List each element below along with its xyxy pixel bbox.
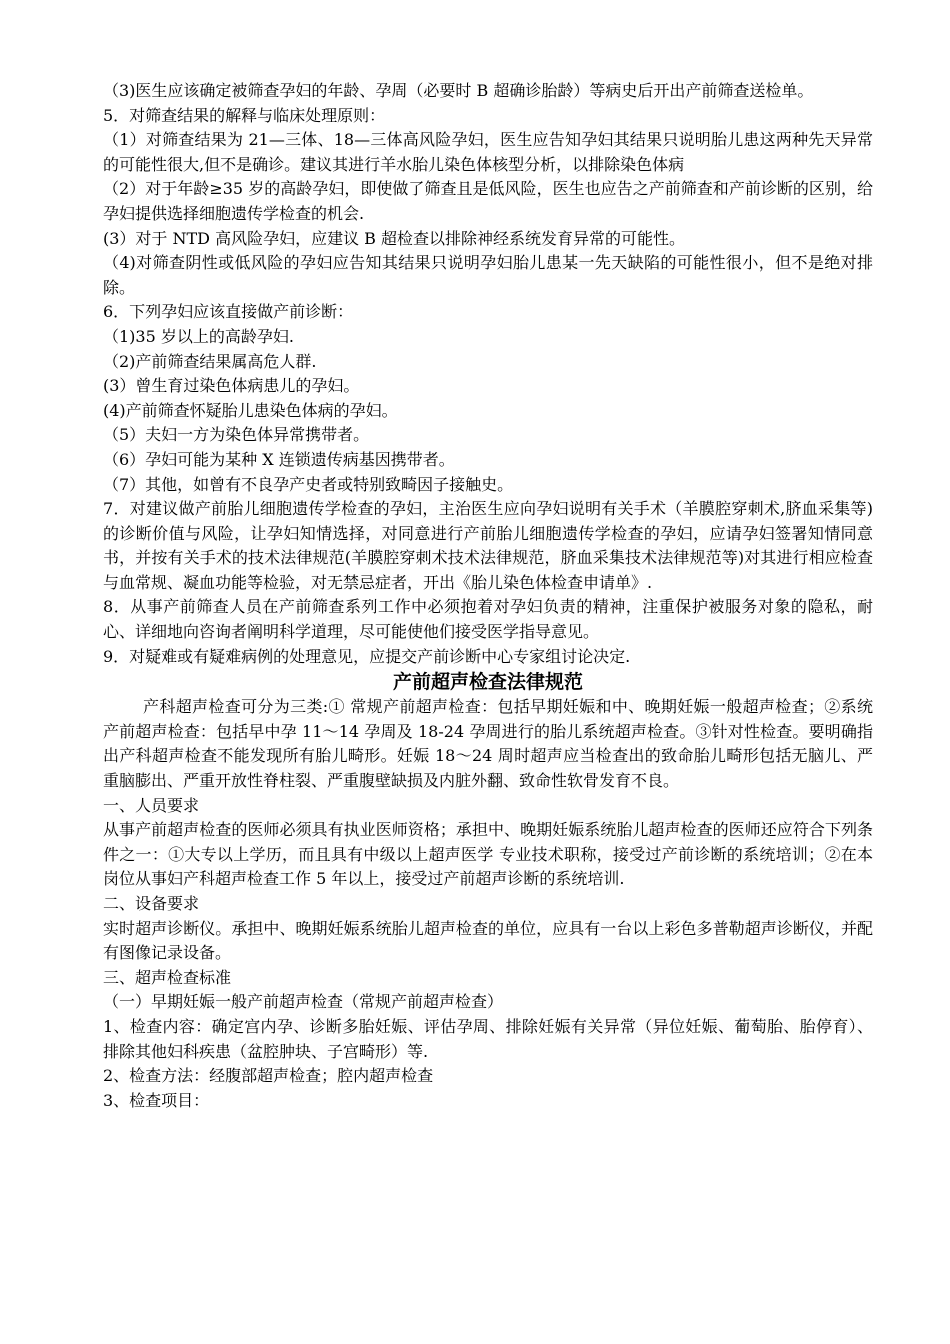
paragraph: (3）对于 NTD 高风险孕妇，应建议 B 超检查以排除神经系统发育异常的可能性。 bbox=[103, 228, 686, 248]
subsection-heading: 二、设备要求 bbox=[103, 894, 200, 913]
paragraph: （4)对筛查阴性或低风险的孕妇应告知其结果只说明孕妇胎儿患某一先天缺陷的可能性很小，但不是绝对排除。 bbox=[103, 253, 873, 297]
section-heading: 6．下列孕妇应该直接做产前诊断： bbox=[103, 302, 354, 322]
paragraph: 9．对疑难或有疑难病例的处理意见，应提交产前诊断中心专家组讨论决定. bbox=[103, 646, 631, 666]
paragraph: 3、检查项目： bbox=[103, 1090, 210, 1110]
document-page bbox=[103, 79, 873, 1113]
subsection-heading: 三、超声检查标准 bbox=[103, 967, 232, 987]
subsection-heading: （一）早期妊娠一般产前超声检查（常规产前超声检查） bbox=[103, 992, 504, 1012]
paragraph: 实时超声诊断仪。承担中、晚期妊娠系统胎儿超声检查的单位，应具有一台以上彩色多普勒超声诊断仪，并配有图像记录设备。 bbox=[103, 918, 873, 963]
paragraph: 1、检查内容：确定宫内孕、诊断多胎妊娠、评估孕周、排除妊娠有关异常（异位妊娠、葡萄胎、胎停育）、排除其他妇科疾患（盆腔肿块、子宫畸形）等. bbox=[103, 1016, 873, 1061]
paragraph: 从事产前超声检查的医师必须具有执业医师资格；承担中、晚期妊娠系统胎儿超声检查的医师还应符合下列条件之一：①大专以上学历，而且具有中级以上超声医学 专业技术职称，接受过产前诊断的系统培训；②在本岗位从事妇产科超声检查工作 5 年以上，接受过产前超声诊断的系统培训. bbox=[103, 820, 873, 889]
list-item: （7）其他，如曾有不良孕产史者或特别致畸因子接触史。 bbox=[103, 474, 514, 494]
list-item: （6）孕妇可能为某种 X 连锁遗传病基因携带者。 bbox=[103, 449, 455, 469]
paragraph: 2、检查方法：经腹部超声检查；腔内超声检查 bbox=[103, 1066, 434, 1086]
subsection-heading: 一、人员要求 bbox=[103, 795, 200, 815]
intro-paragraph: 产科超声检查可分为三类:① 常规产前超声检查：包括早期妊娠和中、晚期妊娠一般超声检查；②系统产前超声检查：包括早中孕 11～14 孕周及 18-24 孕周进行的胎儿系统超声检查。③针对性检查。要明确指出产科超声检查不能发现所有胎儿畸形。妊娠 18～24 周时超声应当检查出的致命胎儿畸形包括无脑儿、严重脑膨出、严重开放性脊柱裂、严重腹壁缺损及内脏外翻、致命性软骨发育不良。 bbox=[103, 697, 873, 791]
list-item: （2)产前筛查结果属高危人群. bbox=[103, 351, 317, 371]
section-title: 产前超声检查法律规范 bbox=[392, 671, 583, 694]
section-heading: 5．对筛查结果的解释与临床处理原则： bbox=[103, 105, 386, 125]
list-item: (3）曾生育过染色体病患儿的孕妇。 bbox=[103, 376, 360, 396]
paragraph: 8．从事产前筛查人员在产前筛查系列工作中必须抱着对孕妇负责的精神，注重保护被服务对象的隐私，耐心、详细地向咨询者阐明科学道理，尽可能使他们接受医学指导意见。 bbox=[103, 597, 873, 642]
list-item: （1)35 岁以上的高龄孕妇. bbox=[103, 326, 294, 346]
paragraph: （3)医生应该确定被筛查孕妇的年龄、孕周（必要时 B 超确诊胎龄）等病史后开出产前筛查送检单。 bbox=[103, 81, 814, 100]
paragraph: 7．对建议做产前胎儿细胞遗传学检查的孕妇，主治医生应向孕妇说明有关手术（羊膜腔穿刺术,脐血采集等)的诊断价值与风险，让孕妇知情选择，对同意进行产前胎儿细胞遗传学检查的孕妇，应请孕妇签署知情同意书，并按有关手术的技术法律规范(羊膜腔穿刺术技术法律规范，脐血采集技术法律规范等)对其进行相应检查与血常规、凝血功能等检验，对无禁忌症者，开出《胎儿染色体检查申请单》. bbox=[103, 499, 873, 592]
paragraph: （1）对筛查结果为 21—三体、18—三体高风险孕妇，医生应告知孕妇其结果只说明胎儿患这两种先天异常的可能性很大,但不是确诊。建议其进行羊水胎儿染色体核型分析，以排除染色体病 bbox=[103, 130, 873, 174]
list-item: （5）夫妇一方为染色体异常携带者。 bbox=[103, 425, 370, 445]
paragraph: （2）对于年龄≥35 岁的高龄孕妇，即使做了筛查且是低风险，医生也应告之产前筛查和产前诊断的区别，给孕妇提供选择细胞遗传学检查的机会. bbox=[103, 179, 873, 223]
list-item: (4)产前筛查怀疑胎儿患染色体病的孕妇。 bbox=[103, 400, 398, 420]
